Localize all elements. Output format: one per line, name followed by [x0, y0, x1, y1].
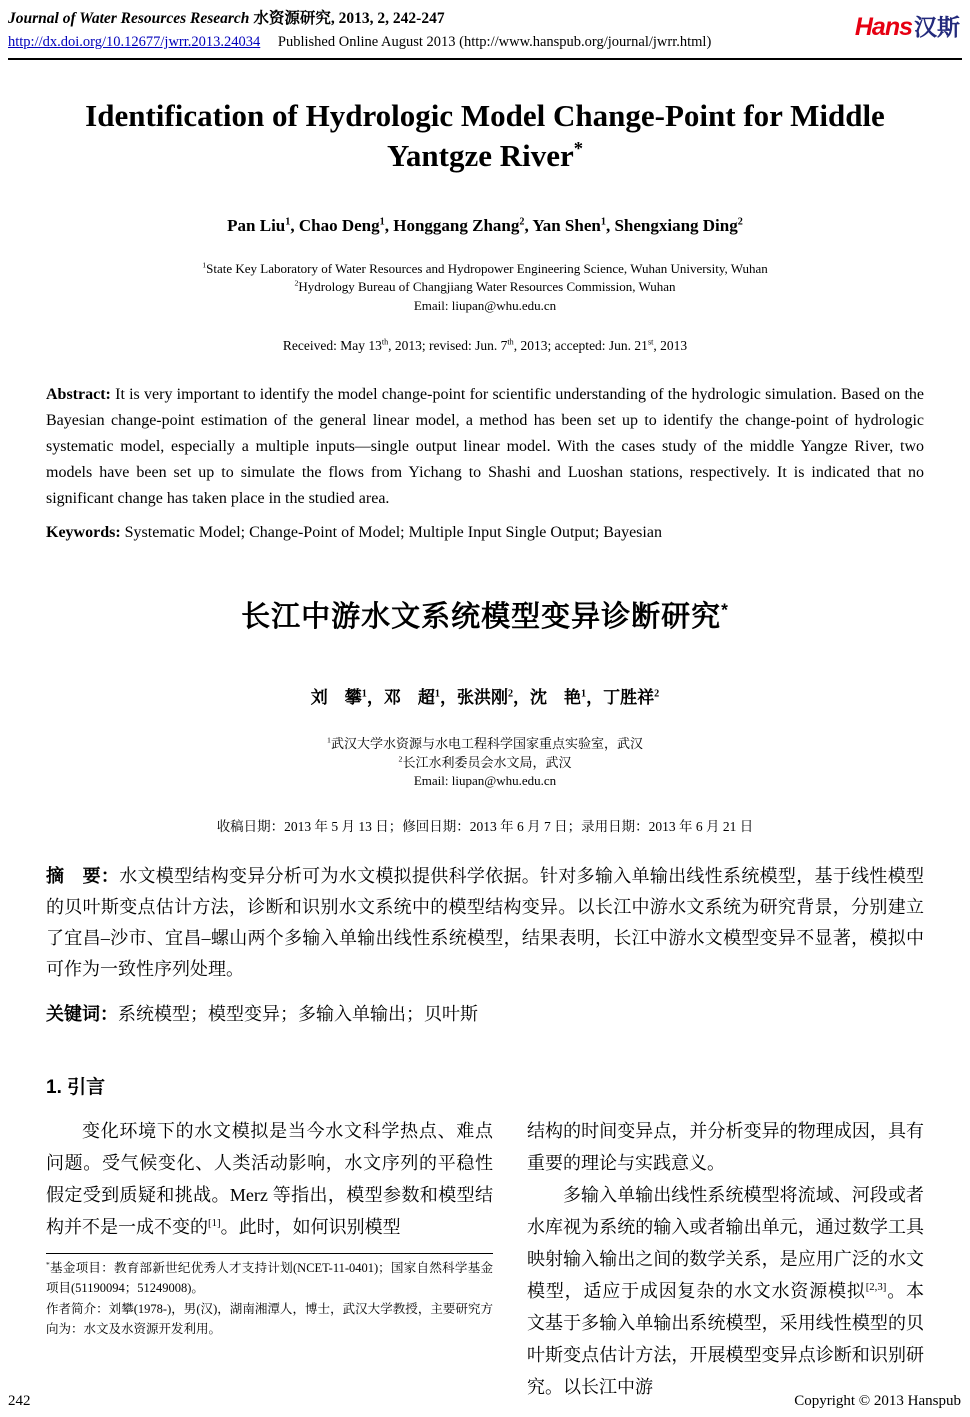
affiliations-en — [46, 260, 924, 315]
doi-line — [8, 32, 711, 53]
footnote-funding: *基金项目：教育部新世纪优秀人才支持计划(NCET-11-0401)；国家自然科学基金项目(51190094；51249008)。 — [46, 1259, 493, 1296]
received-dates-zh: 收稿日期：2013 年 5 月 13 日；修回日期：2013 年 6 月 7 日；录用日期：2013 年 6 月 21 日 — [216, 818, 754, 834]
affiliations-zh — [46, 735, 924, 790]
page-footer — [0, 1393, 970, 1410]
keywords-label-zh: 关键词： — [46, 1003, 118, 1024]
hanspub-logo — [855, 7, 960, 42]
abstract-label-en: Abstract: — [46, 386, 111, 404]
abstract-zh — [46, 861, 924, 985]
paper-title-zh: 长江中游水文系统模型变异诊断研究* — [241, 599, 729, 634]
intro-paragraph-right-2: 多输入单输出线性系统模型将流域、河段或者水库视为系统的输入或者输出单元，通过数学工具映射输入输出之间的数学关系，是应用广泛的水文模型，适应于成因复杂的水文水资源模拟[2,3]。本文基于多输入单输出系统模型，采用线性模型的贝叶斯变点估计方法，开展模型变异点诊断和识别研究。以长江中游 — [527, 1184, 925, 1397]
journal-title-zh: 水资源研究, 2013, 2, 242-247 — [253, 10, 445, 27]
journal-header-text — [8, 7, 711, 53]
keywords-text-en: Systematic Model; Change-Point of Model; Multiple Input Single Output; Bayesian — [124, 524, 662, 542]
footnote-block — [46, 1253, 493, 1340]
authors-en: Pan Liu$^1$, Chao Deng$^1$, Honggang Zhang$^2$, Yan Shen$^1$, Shengxiang Ding$^2$ — [227, 215, 743, 235]
abstract-en — [46, 382, 924, 512]
column-gap — [493, 1115, 527, 1403]
journal-title-en: Journal of Water Resources Research — [8, 10, 250, 27]
keywords-en — [46, 524, 924, 542]
email-en: Email: liupan@whu.edu.cn — [413, 297, 557, 313]
journal-header — [0, 0, 970, 53]
page-number: 242 — [8, 1393, 31, 1409]
affiliation-en-2: $^2$Hydrology Bureau of Changjiang Water Resources Commission, Wuhan — [294, 278, 676, 295]
logo-hanzi-text: 汉斯 — [914, 14, 960, 40]
left-column — [46, 1115, 493, 1403]
logo-hans-text: Hans — [854, 13, 912, 41]
right-column — [527, 1115, 924, 1403]
header-rule — [8, 58, 962, 60]
footnote-rule — [46, 1253, 493, 1254]
paper-title-en: Identification of Hydrologic Model Change-Point for Middle Yantgze River* — [85, 98, 885, 174]
abstract-label-zh: 摘 要： — [46, 865, 120, 886]
keywords-label-en: Keywords: — [46, 524, 121, 542]
copyright-text: Copyright © 2013 Hanspub — [794, 1393, 961, 1409]
abstract-text-zh: 水文模型结构变异分析可为水文模拟提供科学依据。针对多输入单输出线性系统模型，基于线性模型的贝叶斯变点估计方法，诊断和识别水文系统中的模型结构变异。以长江中游水文系统为研究背景，分别建立了宜昌–沙市、宜昌–螺山两个多输入单输出线性系统模型，结果表明，长江中游水文模型变异不显著，模拟中可作为一致性序列处理。 — [46, 865, 925, 979]
affiliation-en-1: $^1$State Key Laboratory of Water Resources and Hydropower Engineering Science, Wuhan University, Wuhan — [202, 260, 768, 276]
doi-link[interactable]: http://dx.doi.org/10.12677/jwrr.2013.24034 — [8, 34, 261, 51]
section-heading-intro: 1. 引言 — [46, 1076, 106, 1098]
paper-body — [0, 96, 970, 1402]
keywords-zh — [46, 1000, 924, 1026]
received-dates-en: Received: May 13th, 2013; revised: Jun. 7th, 2013; accepted: Jun. 21st, 2013 — [282, 337, 688, 354]
keywords-text-zh: 系统模型；模型变异；多输入单输出；贝叶斯 — [118, 1003, 478, 1024]
intro-paragraph-left: 变化环境下的水文模拟是当今水文科学热点、难点问题。受气候变化、人类活动影响，水文序列的平稳性假定受到质疑和挑战。Merz 等指出，模型参数和模型结构并不是一成不变的[1]。此时，如何识别模型 — [46, 1120, 493, 1237]
email-zh: Email: liupan@whu.edu.cn — [413, 773, 557, 789]
journal-title-line — [8, 7, 711, 30]
authors-zh: 刘 攀$^1$，邓 超$^1$，张洪刚$^2$，沈 艳$^1$，丁胜祥$^2$ — [310, 688, 660, 708]
published-online-text: Published Online August 2013 (http://www.hanspub.org/journal/jwrr.html) — [277, 34, 712, 51]
intro-paragraph-right-1: 结构的时间变异点，并分析变异的物理成因，具有重要的理论与实践意义。 — [527, 1120, 924, 1173]
affiliation-zh-2: $^2$长江水利委员会水文局，武汉 — [398, 754, 572, 770]
abstract-text-en: It is very important to identify the model change-point for scientific understanding of the hydrologic simulation. Based on the Bayesian change-point estimation of the general linear model, a method has been set up to identify the change-point of hydrologic systematic model, especially a multiple inputs—single output linear model. With the cases study of the middle Yangze River, two models have been set up to simulate the flows from Yichang to Shashi and Luoshan stations, respectively. It is indicated that no significant change has taken place in the studied area. — [46, 386, 925, 508]
two-column-body — [46, 1115, 924, 1403]
footnote-author-bio: 作者简介：刘攀(1978-)，男(汉)，湖南湘潭人，博士，武汉大学教授，主要研究方向为：水文及水资源开发利用。 — [46, 1301, 493, 1337]
affiliation-zh-1: $^1$武汉大学水资源与水电工程科学国家重点实验室，武汉 — [327, 735, 643, 752]
